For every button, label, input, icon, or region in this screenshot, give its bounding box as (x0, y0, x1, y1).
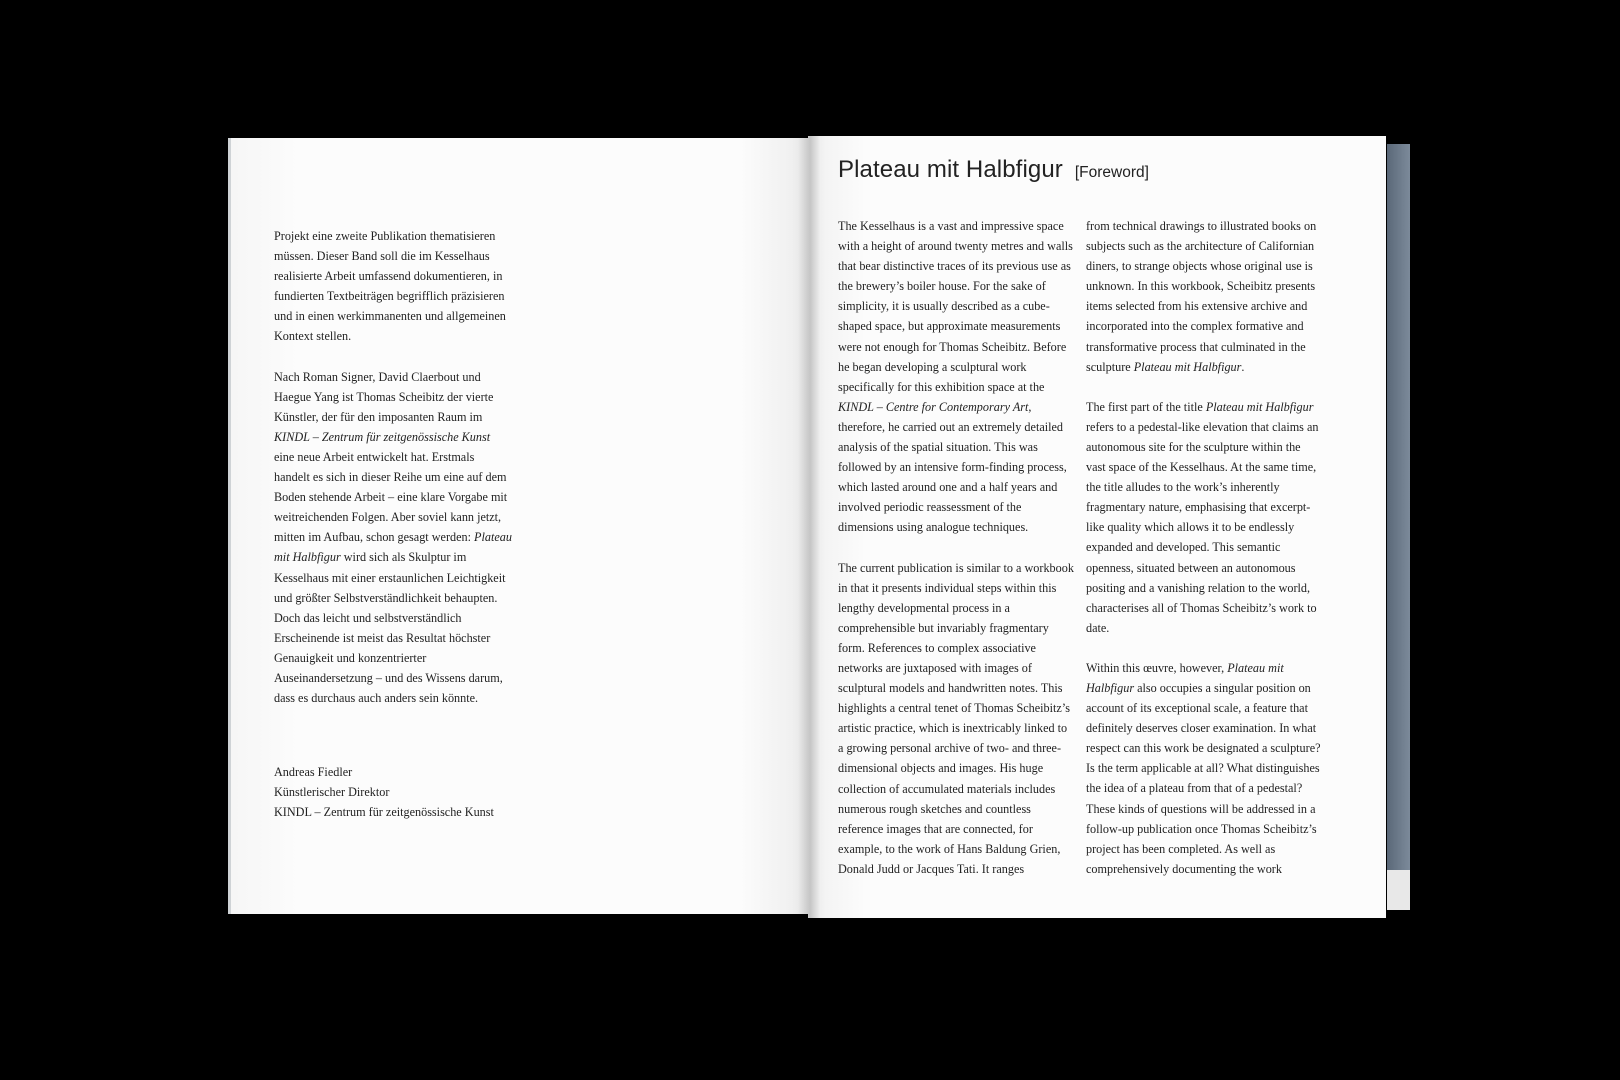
italic-text: KINDL – Zentrum für zeitgenössische Kunst (274, 429, 491, 444)
title-subtitle: [Foreword] (1074, 164, 1149, 181)
text-run: Nach Roman Signer, David Claerbout und Haegue Yang ist Thomas Scheibitz der vierte Künstler, der für den imposanten Raum im (274, 369, 494, 424)
text-run: wird sich als Skulptur im Kesselhaus mit einer erstaunlichen Leichtigkeit und größter Selbstverständlichkeit behaupten. Doch das leicht und selbstverständlich Erscheinende ist meist das Resultat höchster Genauigkeit und konzentrierter Auseinandersetzung – und des Wissens darum, dass es durchaus auch anders sein könnte. (274, 550, 506, 706)
text-run: from technical drawings to illustrated books on subjects such as the architecture of Californian diners, to strange objects whose original use is unknown. In this workbook, Scheibitz presents items selected from his extensive archive and incorporated into the complex formative and transformative process that culminated in the sculpture (1086, 219, 1317, 374)
title-main: Plateau mit Halbfigur (838, 156, 1063, 183)
right-page (808, 136, 1386, 918)
paragraph (1086, 397, 1322, 638)
italic-text: Plateau mit Halbfigur (274, 530, 512, 565)
open-book (228, 136, 1412, 918)
text-run: eine neue Arbeit entwickelt hat. Erstmals handelt es sich in dieser Reihe um eine auf dem Boden stehende Arbeit – eine klare Vorgabe mit weitreichenden Folgen. Aber soviel kann jetzt, mitten im Aufbau, schon gesagt werden: (274, 449, 508, 545)
italic-text: Plateau mit Halbfigur (1086, 660, 1284, 695)
paragraph (274, 226, 512, 347)
paragraph (838, 558, 1074, 880)
left-page (228, 138, 809, 914)
book-edge-foot (1387, 870, 1410, 910)
book-edge (1387, 144, 1410, 910)
text-run: refers to a pedestal-like elevation that claims an autonomous site for the sculpture within the vast space of the Kesselhaus. At the same time, the title alludes to the work’s inherently fragmentary nature, emphasising that excerpt-like quality which allows it to be endlessly expanded and developed. This semantic openness, situated between an autonomous positing and a vanishing relation to the world, characterises all of Thomas Scheibitz’s work to date. (1086, 419, 1319, 635)
signature-name: Andreas Fiedler (274, 765, 353, 779)
text-run: Within this œuvre, however, (1086, 660, 1228, 675)
text-run: Projekt eine zweite Publikation thematisieren müssen. Dieser Band soll die im Kesselhaus realisierte Arbeit umfassend dokumentieren, in fundierten Textbeiträgen begrifflich präzisieren und in einen werkimmanenten und allgemeinen Kontext stellen. (274, 229, 506, 344)
text-run: The Kesselhaus is a vast and impressive space with a height of around twenty metres and walls that bear distinctive traces of its previous use as the brewery’s boiler house. For the sake of simplicity, it is usually described as a cube-shaped space, but approximate measurements were not enough for Thomas Scheibitz. Before he began developing a sculptural work specifically for this exhibition space at the (838, 219, 1073, 394)
italic-text: Plateau mit Halbfigur (1133, 359, 1242, 374)
signature-role: Künstlerischer Direktor (274, 785, 390, 800)
right-column-2 (1086, 216, 1322, 879)
left-page-body (274, 226, 512, 708)
page-title (838, 156, 1149, 183)
text-run: The current publication is similar to a workbook in that it presents individual steps within this lengthy developmental process in a comprehensible but invariably fragmentary form. References to complex associative networks are juxtaposed with images of sculptural models and handwritten notes. This highlights a central tenet of Thomas Scheibitz’s artistic practice, which is inextricably linked to a growing personal archive of two- and three-dimensional objects and images. His huge collection of accumulated materials includes numerous rough sketches and countless reference images that are connected, for example, to the work of Hans Baldung Grien, Donald Judd or Jacques Tati. It ranges (838, 560, 1074, 876)
paragraph (274, 367, 512, 709)
text-run: also occupies a singular position on account of its exceptional scale, a feature that definitely deserves closer examination. In what respect can this work be designated a sculpture? Is the term applicable at all? What distinguishes the idea of a plateau from that of a pedestal? These kinds of questions will be addressed in a follow-up publication once Thomas Scheibitz’s project has been completed. As well as comprehensively documenting the work (1086, 680, 1321, 876)
paragraph (838, 216, 1074, 538)
text-run: . (1241, 359, 1245, 374)
italic-text: Plateau mit Halbfigur (1205, 399, 1314, 414)
signature-institution: KINDL – Zentrum für zeitgenössische Kunst (274, 805, 494, 820)
italic-text: KINDL – Centre for Contemporary Art (838, 399, 1029, 414)
right-column-1 (838, 216, 1074, 879)
text-run: The first part of the title (1086, 399, 1206, 414)
text-run: , therefore, he carried out an extremely detailed analysis of the spatial situation. This was followed by an intensive form-finding process, which lasted around one and a half years and involved periodic reassessment of the dimensions using analogue techniques. (838, 399, 1067, 535)
paragraph (1086, 216, 1322, 377)
paragraph (1086, 658, 1322, 879)
signature-block (274, 762, 574, 822)
